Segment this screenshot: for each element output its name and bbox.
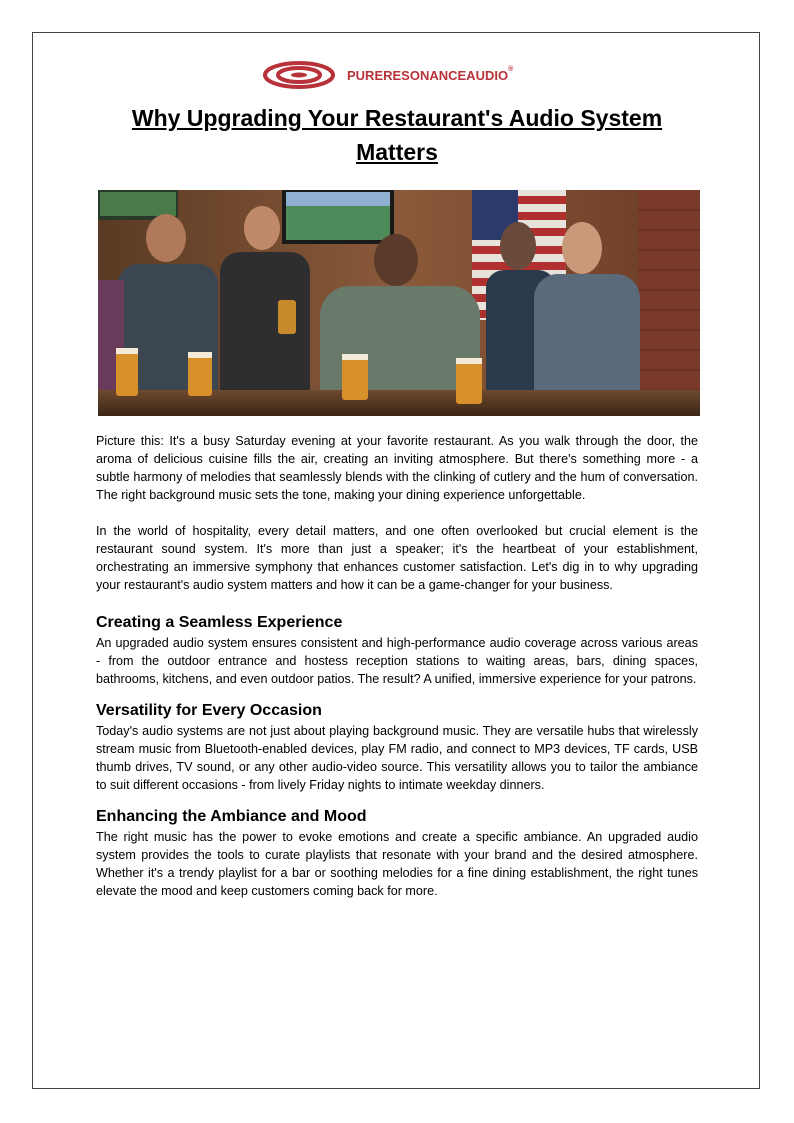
brand-name: PURERESONANCEAUDIO® bbox=[347, 65, 514, 83]
section-body: Today's audio systems are not just about playing background music. They are versatile hubs that wirelessly stream music from Bluetooth-enabled devices, play FM radio, and connect to MP3 devices, TF cards, USB thumb drives, TV sound, or any other audio-video source. This versatility allows you to tailor the ambiance to suit different occasions - from lively Friday nights to intimate weekday dinners. bbox=[96, 724, 698, 792]
section bbox=[96, 806, 698, 900]
article-body bbox=[96, 432, 698, 912]
section bbox=[96, 612, 698, 688]
section-body: The right music has the power to evoke emotions and create a specific ambiance. An upgraded audio system provides the tools to curate playlists that resonate with your brand and the desired atmosphere. Whether it's a trendy playlist for a bar or soothing melodies for a fine dining establishment, the right tunes elevate the mood and keep customers coming back for more. bbox=[96, 830, 698, 898]
speaker-waves-icon bbox=[263, 61, 335, 89]
section-heading: Versatility for Every Occasion bbox=[96, 702, 322, 719]
page-title: Why Upgrading Your Restaurant's Audio System Matters bbox=[131, 105, 663, 165]
section bbox=[96, 700, 698, 794]
section-heading: Creating a Seamless Experience bbox=[96, 614, 343, 631]
section-body: An upgraded audio system ensures consistent and high-performance audio coverage across various areas - from the outdoor entrance and hostess reception stations to waiting areas, bars, dining spaces, bathrooms, kitchens, and even outdoor patios. The result? A unified, immersive experience for your patrons. bbox=[96, 636, 698, 686]
intro-paragraph: In the world of hospitality, every detail matters, and one often overlooked but crucial element is the restaurant sound system. It's more than just a speaker; it's the heartbeat of your establishment, orchestrating an immersive symphony that enhances customer satisfaction. Let's dig in to why upgrading your restaurant's audio system matters and how it can be a game-changer for your business. bbox=[96, 524, 698, 592]
hero-photo bbox=[98, 190, 700, 416]
section-heading: Enhancing the Ambiance and Mood bbox=[96, 808, 367, 825]
brand-logo[interactable] bbox=[263, 61, 513, 89]
intro-paragraph: Picture this: It's a busy Saturday evening at your favorite restaurant. As you walk through the door, the aroma of delicious cuisine fills the air, creating an inviting atmosphere. But there's something more - a subtle harmony of melodies that seamlessly blends with the clinking of cutlery and the hum of conversation. The right background music sets the tone, making your dining experience unforgettable. bbox=[96, 434, 698, 502]
bar-friends-photo-icon bbox=[98, 190, 700, 416]
